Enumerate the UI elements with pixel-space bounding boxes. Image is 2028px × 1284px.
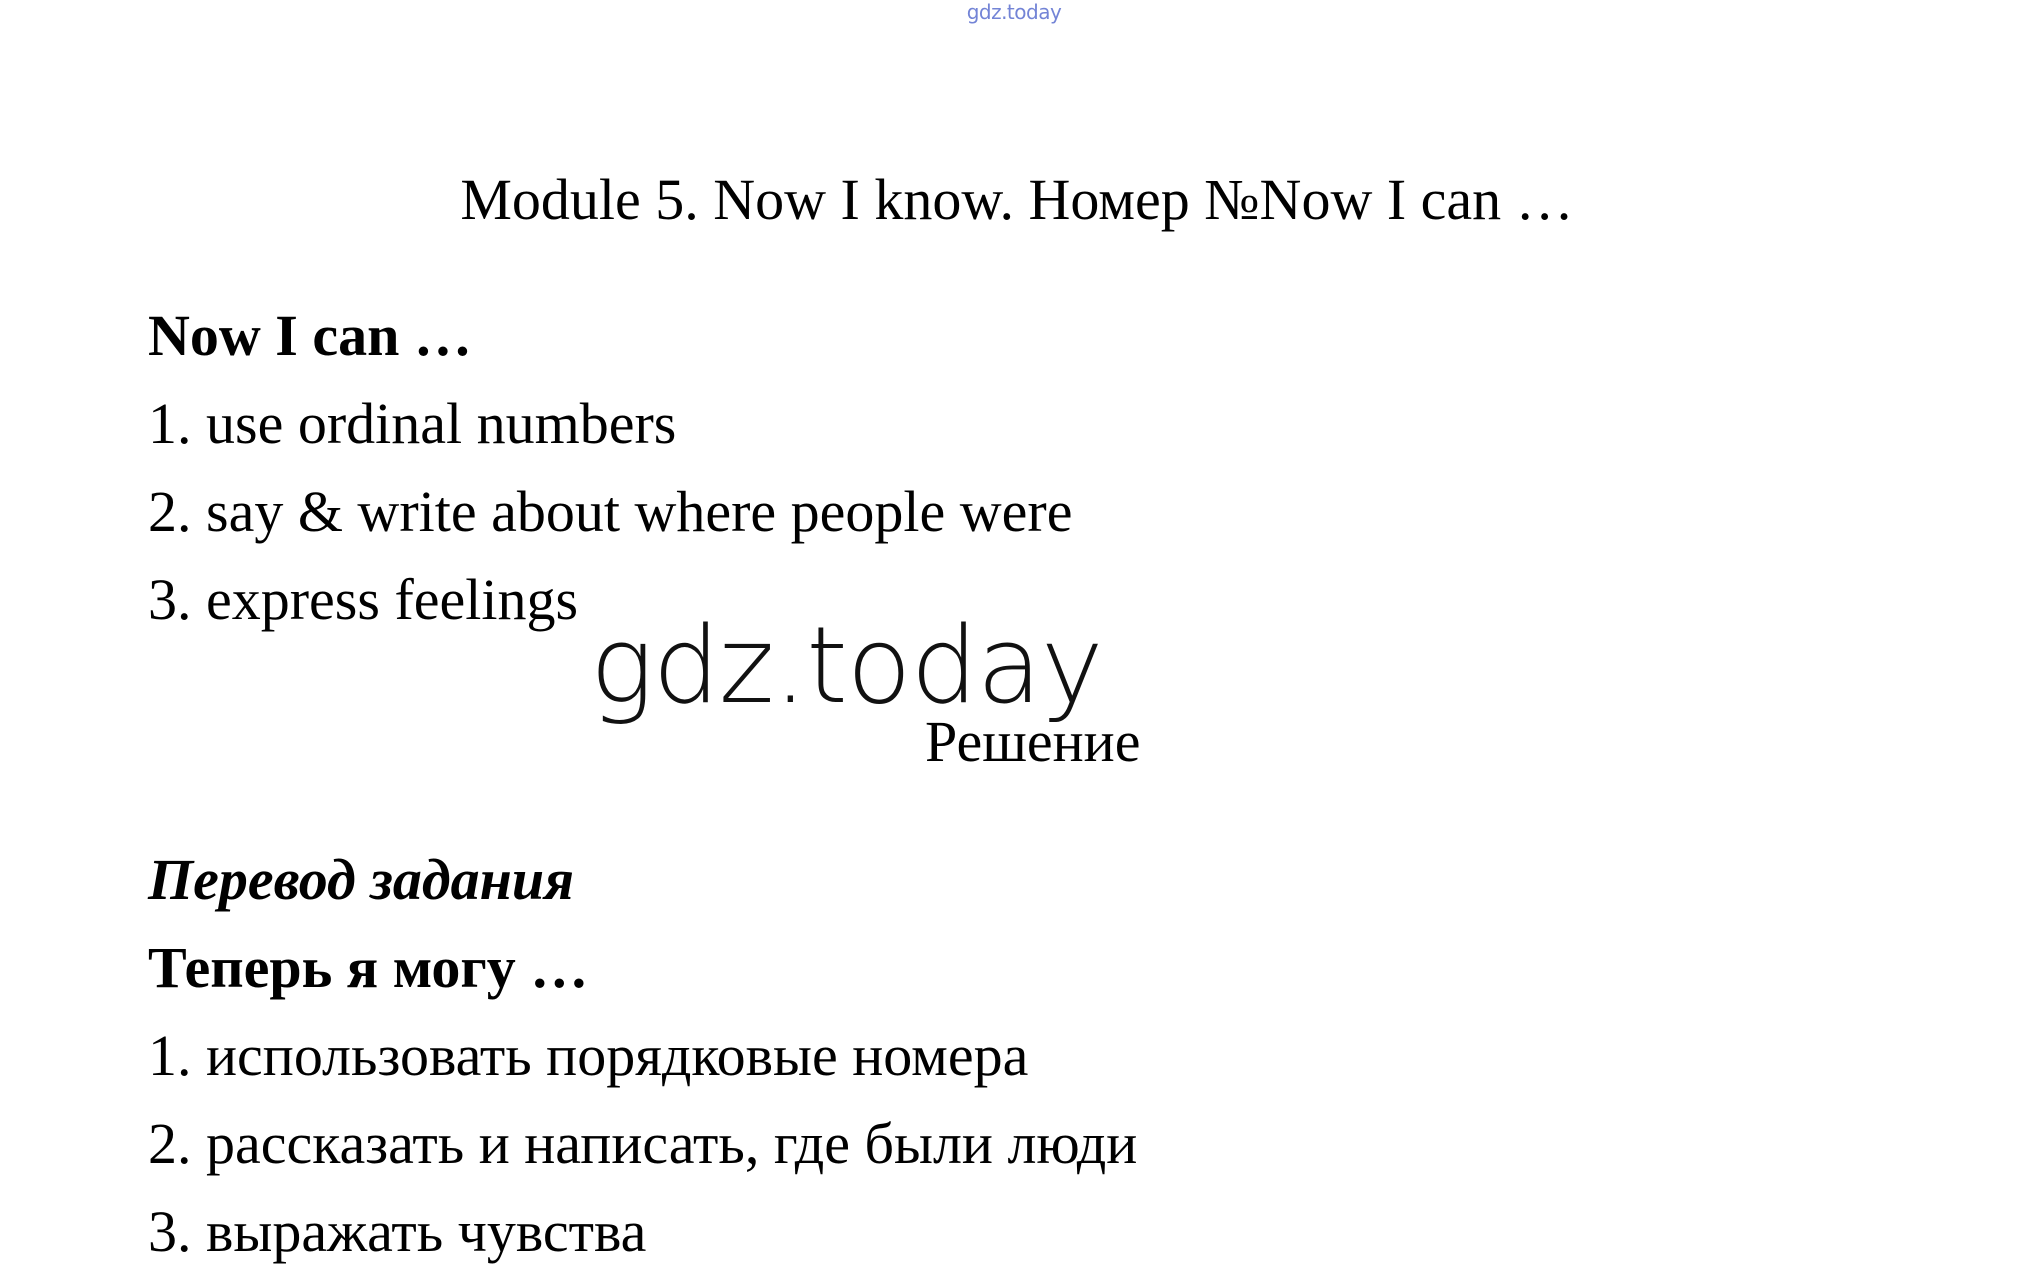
translation-item-3: 3. выражать чувства: [148, 1199, 647, 1264]
page-title: Module 5. Now I know. Номер №Now I can …: [460, 167, 1574, 232]
translation-heading: Теперь я могу …: [148, 935, 589, 1000]
solution-label: Решение: [925, 709, 1141, 774]
task-item-1: 1. use ordinal numbers: [148, 391, 677, 456]
translation-item-1: 1. использовать порядковые номера: [148, 1023, 1029, 1088]
task-item-2: 2. say & write about where people were: [148, 479, 1073, 544]
translation-item-2: 2. рассказать и написать, где были люди: [148, 1111, 1138, 1176]
top-watermark: gdz.today: [966, 0, 1062, 24]
translation-section-heading: Перевод задания: [148, 847, 574, 912]
watermark-logo: gdz.today: [590, 604, 1103, 727]
task-item-3: 3. express feelings: [148, 567, 579, 632]
task-heading: Now I can …: [148, 303, 472, 368]
